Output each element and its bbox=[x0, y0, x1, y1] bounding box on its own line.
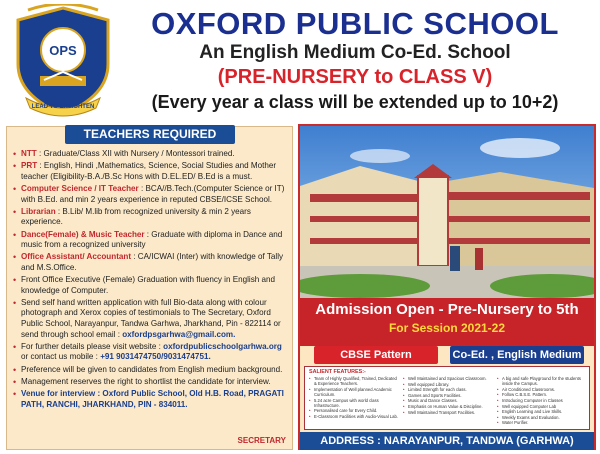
admission-panel bbox=[298, 124, 596, 450]
signature: SECRETARY bbox=[237, 436, 286, 445]
classes-range: (PRE-NURSERY to CLASS V) bbox=[217, 66, 493, 88]
features-column-1 bbox=[309, 376, 399, 420]
list-item: • For further details please visit website : oxfordpublicschoolgarhwa.org or contact us mobile : +91 9031474750/9031474751. bbox=[13, 342, 289, 363]
list-item: • Air Conditioned Classrooms. bbox=[497, 387, 587, 392]
cbse-badge: CBSE Pattern bbox=[314, 346, 438, 364]
list-item: • 5.24 acre Campus with world class Infrastructure. bbox=[309, 398, 399, 408]
logo-initials: OPS bbox=[49, 43, 77, 58]
school-name: OXFORD PUBLIC SCHOOL bbox=[151, 6, 559, 41]
list-item: • Send self hand written application with full Bio-data along with colour photograph and Xerox copies of testimonials to The Secretary, Oxford Public School, Narayanpur, Tandwa Garhwa, Jharkhand, Pin - 822114 or send through school email : oxfordpsgarhwa@gmail.com. bbox=[13, 298, 289, 340]
list-item: • Dance(Female) & Music Teacher : Graduate with diploma in Dance and music from a recognized university bbox=[13, 230, 289, 251]
list-item: • A big and safe Playground for the students inside the Campus. bbox=[497, 376, 587, 386]
email-link[interactable]: oxfordpsgarhwa@gmail.com. bbox=[122, 329, 236, 339]
campus-photo bbox=[300, 126, 594, 298]
teachers-required-title: TEACHERS REQUIRED bbox=[65, 125, 235, 144]
phone-number: +91 9031474750/9031474751. bbox=[100, 352, 211, 362]
list-item: • Weekly Exams and Evaluation. bbox=[497, 415, 587, 420]
admission-banner bbox=[300, 298, 594, 346]
list-item: • E-Classroom Facilities with Audio-Visual Lab. bbox=[309, 414, 399, 419]
list-item: • Introducing Computer in Classes bbox=[497, 398, 587, 403]
extension-note: (Every year a class will be extended up to 10+2) bbox=[151, 92, 559, 112]
list-item: • Front Office Executive (Female) Graduation with fluency in English and knowledge of Computer. bbox=[13, 275, 289, 296]
list-item: • Computer Science / IT Teacher : BCA//B.Tech.(Computer Science or IT) with B.Ed. and min 2 years experience in reputed CBSE/ICSE School. bbox=[13, 184, 289, 205]
header bbox=[0, 0, 600, 122]
features-title: SALIENT FEATURES:- bbox=[309, 369, 366, 375]
list-item: • Preference will be given to candidates from English medium background. bbox=[13, 365, 289, 376]
logo-motto: LEAD TO ENLIGHTEN bbox=[31, 104, 95, 110]
pattern-row bbox=[300, 346, 594, 364]
list-item: • Venue for interview : Oxford Public School, Old H.B. Road, PRAGATI PATH, RANCHI, JHARKHAND, PIN - 834011. bbox=[13, 389, 289, 410]
list-item: • Well equipped Library. bbox=[403, 382, 493, 387]
features-column-2 bbox=[403, 376, 493, 415]
list-item: • Well Maintained and Spacious Classroom. bbox=[403, 376, 493, 381]
list-item: • Management reserves the right to shortlist the candidate for interview. bbox=[13, 377, 289, 388]
list-item: • Personalised care for Every Child. bbox=[309, 408, 399, 413]
list-item: • NTT : Graduate/Class XII with Nursery / Montessori trained. bbox=[13, 149, 289, 160]
list-item: • English Learning and Live Skills. bbox=[497, 409, 587, 414]
list-item: • Office Assistant/ Accountant : CA/ICWAI (Inter) with knowledge of Tally and M.S.Office. bbox=[13, 252, 289, 273]
features-column-3 bbox=[497, 376, 587, 426]
list-item: • Limited Strength for each class. bbox=[403, 387, 493, 392]
list-item: • Emphasis on Human Value & Discipline. bbox=[403, 404, 493, 409]
list-item: • Follow C.B.S.E. Pattern. bbox=[497, 392, 587, 397]
list-item: • PRT : English, Hindi ,Mathematics, Science, Social Studies and Mother teacher (Eligibility-B.A./B.Sc Hons with D.EL.ED/ B.Ed is a must. bbox=[13, 161, 289, 182]
salient-features bbox=[304, 366, 590, 430]
list-item: • Well equipped Computer Lab bbox=[497, 404, 587, 409]
school-tagline: An English Medium Co-Ed. School bbox=[199, 42, 511, 63]
list-item: • Librarian : B.Lib/ M.lib from recognized university & min 2 years experience. bbox=[13, 207, 289, 228]
admission-title: Admission Open - Pre-Nursery to 5th bbox=[315, 301, 579, 318]
session-label: For Session 2021-22 bbox=[388, 321, 506, 335]
list-item: • Games and Sports Facilities. bbox=[403, 393, 493, 398]
list-item: • Implementation of Well planned Academic Curriculum. bbox=[309, 387, 399, 397]
list-item: • Team of Highly Qualified, Trained, Dedicated & Experience Teachers. bbox=[309, 376, 399, 386]
coed-badge: Co-Ed. , English Medium bbox=[450, 346, 584, 364]
list-item: • Music and Dance Classes. bbox=[403, 398, 493, 403]
list-item: • Well Maintained Transport Facilities. bbox=[403, 410, 493, 415]
school-address: ADDRESS : NARAYANPUR, TANDWA (GARHWA) bbox=[300, 432, 594, 450]
teachers-required-panel bbox=[6, 126, 293, 450]
website-link[interactable]: oxfordpublicschoolgarhwa.org bbox=[163, 341, 282, 351]
school-logo-icon bbox=[8, 4, 118, 118]
list-item: • Water Purifier. bbox=[497, 420, 587, 425]
teachers-list bbox=[13, 149, 289, 412]
